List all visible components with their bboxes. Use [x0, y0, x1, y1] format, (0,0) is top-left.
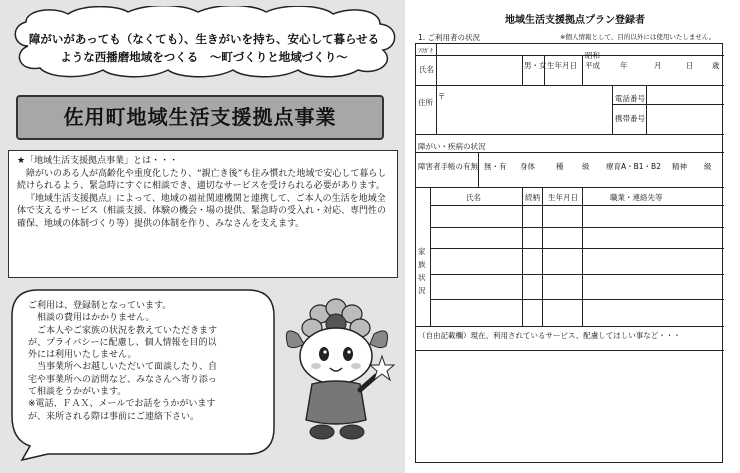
phone-label: 電話番号	[615, 94, 645, 103]
handbook-label: 障害者手帳の有無	[418, 162, 478, 171]
free-note-label: （自由記載欄）現在、利用されているサービス、配慮してほしい事など・・・	[418, 331, 681, 340]
notice-line: ご利用は、登録制となっています。	[28, 301, 172, 311]
occupation-header: 職業・連絡先等	[610, 193, 663, 202]
era-label: 昭和 平成	[585, 51, 600, 70]
form-grid	[415, 43, 723, 463]
notice-line: ※電話、ＦＡＸ、メールでお話をうかがいます	[28, 399, 216, 410]
info-heading: ★「地域生活支援拠点事業」とは・・・	[17, 156, 179, 166]
address-label: 住所	[418, 98, 433, 107]
notice-line: て相談をうかがいます。	[28, 387, 127, 398]
family-name-header: 氏名	[466, 193, 481, 202]
mascot-character-icon	[280, 294, 398, 444]
physical-label: 身体	[520, 162, 535, 171]
usage-notice	[28, 300, 266, 423]
notice-line: 当事業所へお越しいただいて面談したり、自	[37, 362, 218, 373]
year-label: 年	[620, 61, 628, 70]
form-title: 地域生活支援拠点プラン登録者	[505, 15, 645, 26]
postal-mark: 〒	[438, 92, 446, 101]
name-label: 氏名	[419, 65, 434, 74]
rehab-label: 療育A・B1・B2	[606, 162, 661, 171]
month-label: 月	[654, 61, 662, 70]
day-label: 日	[686, 61, 694, 70]
mobile-label: 携帯番号	[615, 114, 645, 123]
grade-label: 種	[556, 162, 564, 171]
info-paragraph-1: 障がいのある人が高齢化や重度化したり、“親亡き後”も住み慣れた地域で安心して暮らし続けられるよう、緊急時にすぐに相談でき、適切なサービスを受けられる必要があります。	[17, 168, 387, 192]
slogan-line-1: 障がいがあっても（なくても）、生きがいを持ち、安心して暮らせる	[28, 32, 380, 46]
disability-status-label: 障がい・疾病の状況	[418, 142, 486, 151]
level-label: 級	[582, 162, 590, 171]
family-birth-header: 生年月日	[548, 193, 578, 202]
program-description	[8, 150, 398, 278]
notice-line: が、来所される際は事前にご連絡下さい。	[28, 411, 200, 422]
notice-line: ご本人やご家族の状況を教えていただきます	[37, 325, 218, 336]
notice-line: が、プライバシーに配慮し、個人情報を目的以	[28, 337, 217, 348]
mental-level-label: 級	[704, 162, 712, 171]
section-heading: 1. ご利用者の状況	[418, 33, 481, 42]
program-title: 佐用町地域生活支援拠点事業	[16, 95, 384, 140]
privacy-note: ※個人情報として、目的以外には使用いたしません。	[560, 33, 716, 41]
birthdate-label: 生年月日	[547, 61, 577, 70]
furigana-label: ﾌﾘｶﾞﾅ	[418, 48, 434, 55]
mental-label: 精神	[672, 162, 687, 171]
notice-line: 宅や事業所への訪問など、みなさんへ寄り添っ	[28, 374, 217, 385]
slogan-line-2: ような西播磨地域をつくる ～町づくりと地域づくり～	[60, 50, 348, 64]
notice-line: 相談の費用はかかりません。	[37, 313, 155, 324]
relation-header: 続柄	[525, 193, 540, 202]
family-status-label: 家族状況	[418, 247, 426, 295]
slogan	[14, 30, 394, 66]
handbook-has: 無・有	[484, 162, 507, 171]
gender-label: 男・女	[524, 61, 547, 70]
info-paragraph-2: 『地域生活支援拠点』によって、地域の福祉関連機関と連携して、ご本人の生活を地域全体で支えるサービス（相談支援、体験の機会・場の提供、緊急時の受入れ・対応、専門性の確保、地域の体制づくり等）提供の体制を作り、みなさんを支えます。	[17, 193, 387, 229]
age-label: 歳	[712, 61, 720, 70]
notice-line: 外には利用いたしません。	[28, 350, 137, 361]
